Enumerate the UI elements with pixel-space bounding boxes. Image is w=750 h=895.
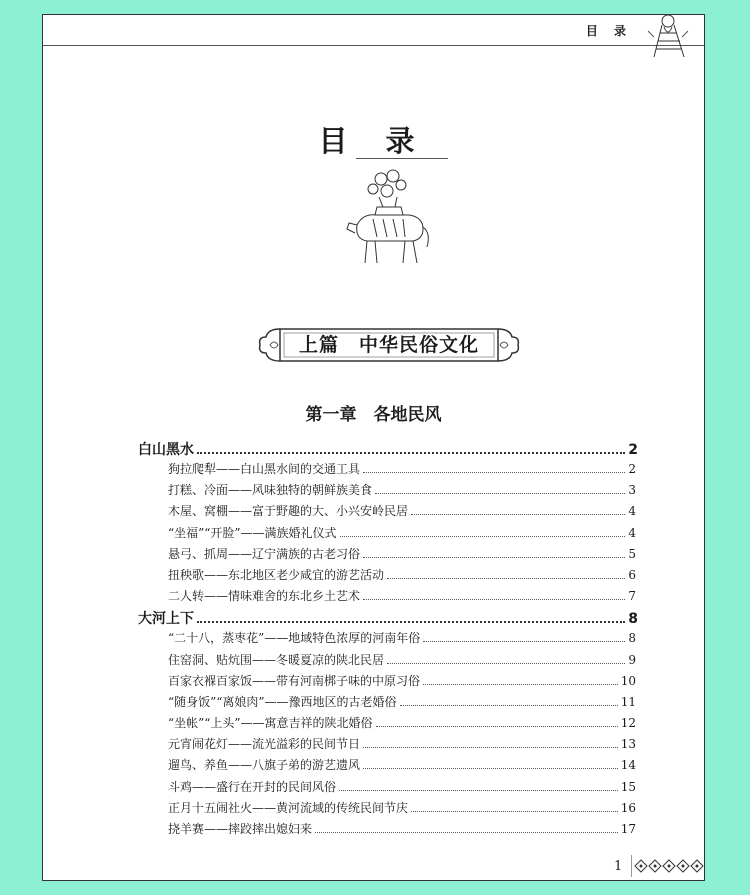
toc-entry[interactable] <box>138 820 638 841</box>
entry-page-number: 10 <box>620 673 636 688</box>
toc-section-heading[interactable] <box>138 608 638 629</box>
page-number: 1 <box>614 859 623 874</box>
toc-entry[interactable] <box>138 502 638 523</box>
title-underline <box>356 158 448 159</box>
entry-page-number: 12 <box>620 716 636 731</box>
section-title: 白山黑水 <box>138 442 194 458</box>
entry-title: “坐帐”“上头”——寓意吉祥的陕北婚俗 <box>168 716 373 731</box>
book-page <box>42 14 705 881</box>
entry-title: 住窑洞、贴炕围——冬暖夏凉的陕北民居 <box>168 652 385 667</box>
toc-entry[interactable] <box>138 778 638 799</box>
dot-leader <box>411 505 625 516</box>
toc-entry[interactable] <box>138 735 638 756</box>
entry-title: 遛鸟、养鱼——八旗子弟的游艺遗风 <box>168 758 361 773</box>
entry-page-number: 3 <box>628 483 636 498</box>
ox-with-flower-vase-illustration <box>343 167 433 269</box>
entry-page-number: 5 <box>628 546 636 561</box>
entry-page-number: 2 <box>628 462 636 476</box>
entry-title: 斗鸡——盛行在开封的民间风俗 <box>168 779 337 794</box>
dot-leader <box>363 462 625 473</box>
entry-title: 正月十五闹社火——黄河流域的传统民间节庆 <box>168 800 409 815</box>
toc-entry[interactable] <box>138 693 638 714</box>
dot-leader <box>197 610 625 623</box>
entry-page-number: 4 <box>628 504 636 519</box>
table-of-contents <box>138 439 638 841</box>
dot-leader <box>363 759 618 770</box>
part-banner <box>256 325 522 365</box>
section-page-number: 2 <box>628 442 638 458</box>
toc-entry[interactable] <box>138 481 638 502</box>
dot-leader <box>363 547 625 558</box>
toc-entry[interactable] <box>138 587 638 608</box>
entry-page-number: 8 <box>628 631 636 646</box>
toc-entry[interactable] <box>138 629 638 650</box>
entry-page-number: 6 <box>628 567 636 582</box>
dot-leader <box>315 822 618 833</box>
chapter-title: 第一章 各地民风 <box>305 405 442 425</box>
entry-title: “随身饭”“离娘肉”——豫西地区的古老婚俗 <box>168 694 397 709</box>
entry-title: 扭秧歌——东北地区老少咸宜的游艺活动 <box>168 567 385 582</box>
dot-leader <box>411 801 618 812</box>
toc-entry[interactable] <box>138 799 638 820</box>
running-head <box>43 15 704 46</box>
dot-leader <box>340 526 626 537</box>
entry-title: “二十八，蒸枣花”——地域特色浓厚的河南年俗 <box>168 631 421 646</box>
dot-leader <box>423 632 625 643</box>
entry-title: 挠羊赛——摔跤摔出媳妇来 <box>168 822 313 836</box>
part-title: 上篇 中华民俗文化 <box>298 334 479 356</box>
corner-figure-illustration <box>640 14 696 57</box>
dot-leader <box>376 716 618 727</box>
toc-entry[interactable] <box>138 566 638 587</box>
toc-entry[interactable] <box>138 714 638 735</box>
section-title: 大河上下 <box>138 611 194 628</box>
toc-entry[interactable] <box>138 756 638 777</box>
dot-leader <box>363 738 618 749</box>
entry-title: 木屋、窝棚——富于野趣的大、小兴安岭民居 <box>168 504 409 519</box>
toc-entry[interactable] <box>138 524 638 545</box>
dot-leader <box>423 674 618 685</box>
entry-title: 二人转——情味难舍的东北乡土艺术 <box>168 589 361 604</box>
entry-page-number: 13 <box>620 737 636 752</box>
entry-page-number: 4 <box>628 525 636 540</box>
toc-entry[interactable] <box>138 651 638 672</box>
dot-leader <box>375 484 625 495</box>
dot-leader <box>197 441 625 454</box>
dot-leader <box>339 780 618 791</box>
dot-leader <box>400 695 618 706</box>
entry-title: “坐福”“开脸”——满族婚礼仪式 <box>168 525 337 540</box>
dot-leader <box>387 568 625 579</box>
entry-page-number: 7 <box>628 589 636 604</box>
page-title: 目 录 <box>318 124 429 158</box>
entry-page-number: 11 <box>620 694 636 709</box>
footer-decorative-pattern <box>631 855 705 877</box>
toc-entry[interactable] <box>138 672 638 693</box>
entry-title: 百家衣褓百家饭——带有河南梆子味的中原习俗 <box>168 673 421 688</box>
toc-entry[interactable] <box>138 460 638 481</box>
running-head-text: 目 录 <box>585 24 632 38</box>
entry-title: 狗拉爬犁——白山黑水间的交通工具 <box>168 462 361 476</box>
dot-leader <box>363 590 625 601</box>
entry-page-number: 9 <box>628 652 636 667</box>
entry-page-number: 14 <box>620 758 636 773</box>
entry-title: 元宵闹花灯——流光溢彩的民间节日 <box>168 737 361 752</box>
dot-leader <box>387 653 625 664</box>
entry-title: 打糕、冷面——风味独特的朝鲜族美食 <box>168 483 373 498</box>
entry-page-number: 16 <box>620 800 636 815</box>
section-page-number: 8 <box>628 611 638 628</box>
entry-page-number: 15 <box>620 779 636 794</box>
toc-section-heading[interactable] <box>138 439 638 460</box>
toc-entry[interactable] <box>138 545 638 566</box>
entry-page-number: 17 <box>620 822 636 836</box>
entry-title: 悬弓、抓周——辽宁满族的古老习俗 <box>168 546 361 561</box>
